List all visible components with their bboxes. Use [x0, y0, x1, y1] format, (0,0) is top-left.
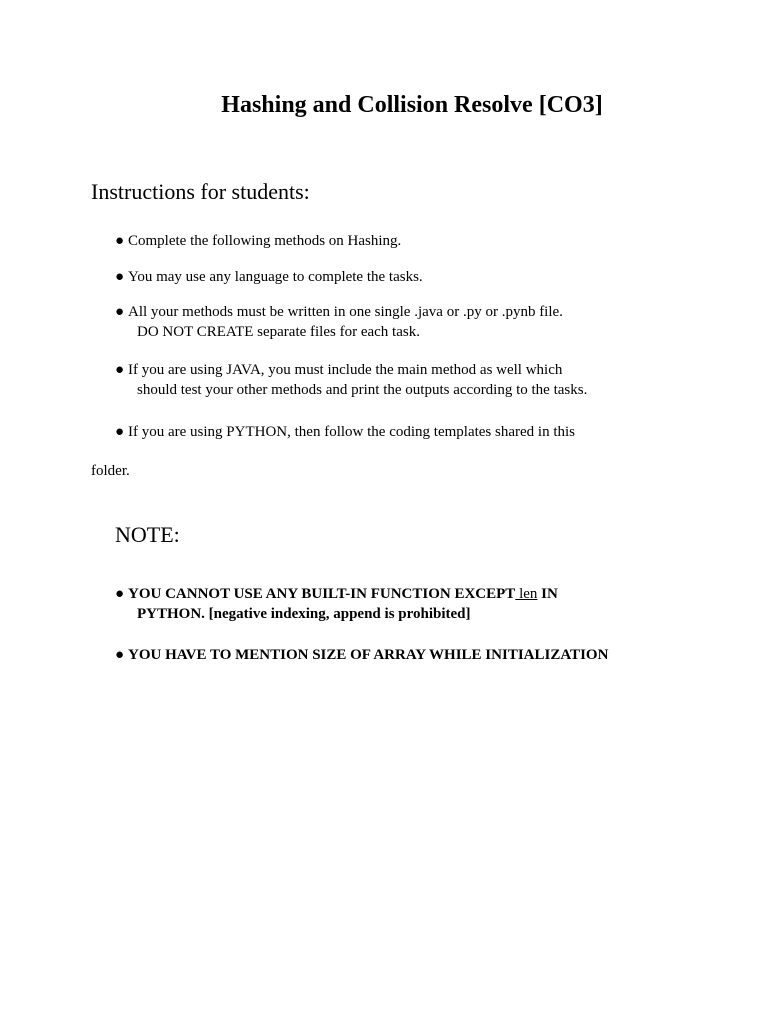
instruction-item-2	[115, 267, 423, 287]
bullet-icon: ●	[115, 233, 125, 249]
instruction-text: Complete the following methods on Hashing.	[128, 233, 402, 249]
instructions-heading: Instructions for students:	[91, 179, 310, 204]
instruction-item-1	[115, 231, 401, 251]
bullet-icon: ●	[115, 304, 125, 320]
instruction-item-5	[115, 422, 575, 442]
bullet-icon: ●	[115, 586, 125, 602]
instruction-item-3	[115, 302, 563, 342]
instruction-text: All your methods must be written in one single .java or .py or .pynb file.	[128, 304, 563, 320]
bullet-icon: ●	[115, 424, 125, 440]
bullet-icon: ●	[115, 362, 125, 378]
bullet-icon: ●	[115, 647, 125, 663]
note-text: YOU HAVE TO MENTION SIZE OF ARRAY WHILE INITIALIZATION	[128, 647, 609, 663]
note-heading: NOTE:	[115, 522, 180, 547]
note-item-2	[115, 645, 608, 665]
instruction-text-continued: should test your other methods and print the outputs according to the tasks.	[137, 382, 588, 398]
instruction-wrapped-text: folder.	[91, 463, 130, 479]
bullet-icon: ●	[115, 269, 125, 285]
note-item-1	[115, 584, 558, 624]
instruction-text-continued: DO NOT CREATE separate files for each task.	[137, 324, 420, 340]
instruction-text: You may use any language to complete the tasks.	[128, 269, 423, 285]
note-text: YOU CANNOT USE ANY BUILT-IN FUNCTION EXCEPT	[128, 586, 516, 602]
document-title: Hashing and Collision Resolve [CO3]	[221, 92, 603, 118]
instruction-text: If you are using PYTHON, then follow the coding templates shared in this	[128, 424, 575, 440]
instruction-text: If you are using JAVA, you must include the main method as well which	[128, 362, 563, 378]
instruction-item-4	[115, 360, 587, 400]
note-text-after: IN	[537, 586, 558, 602]
note-underlined-text: len	[515, 586, 538, 602]
note-text-continued: PYTHON. [negative indexing, append is prohibited]	[137, 606, 471, 622]
